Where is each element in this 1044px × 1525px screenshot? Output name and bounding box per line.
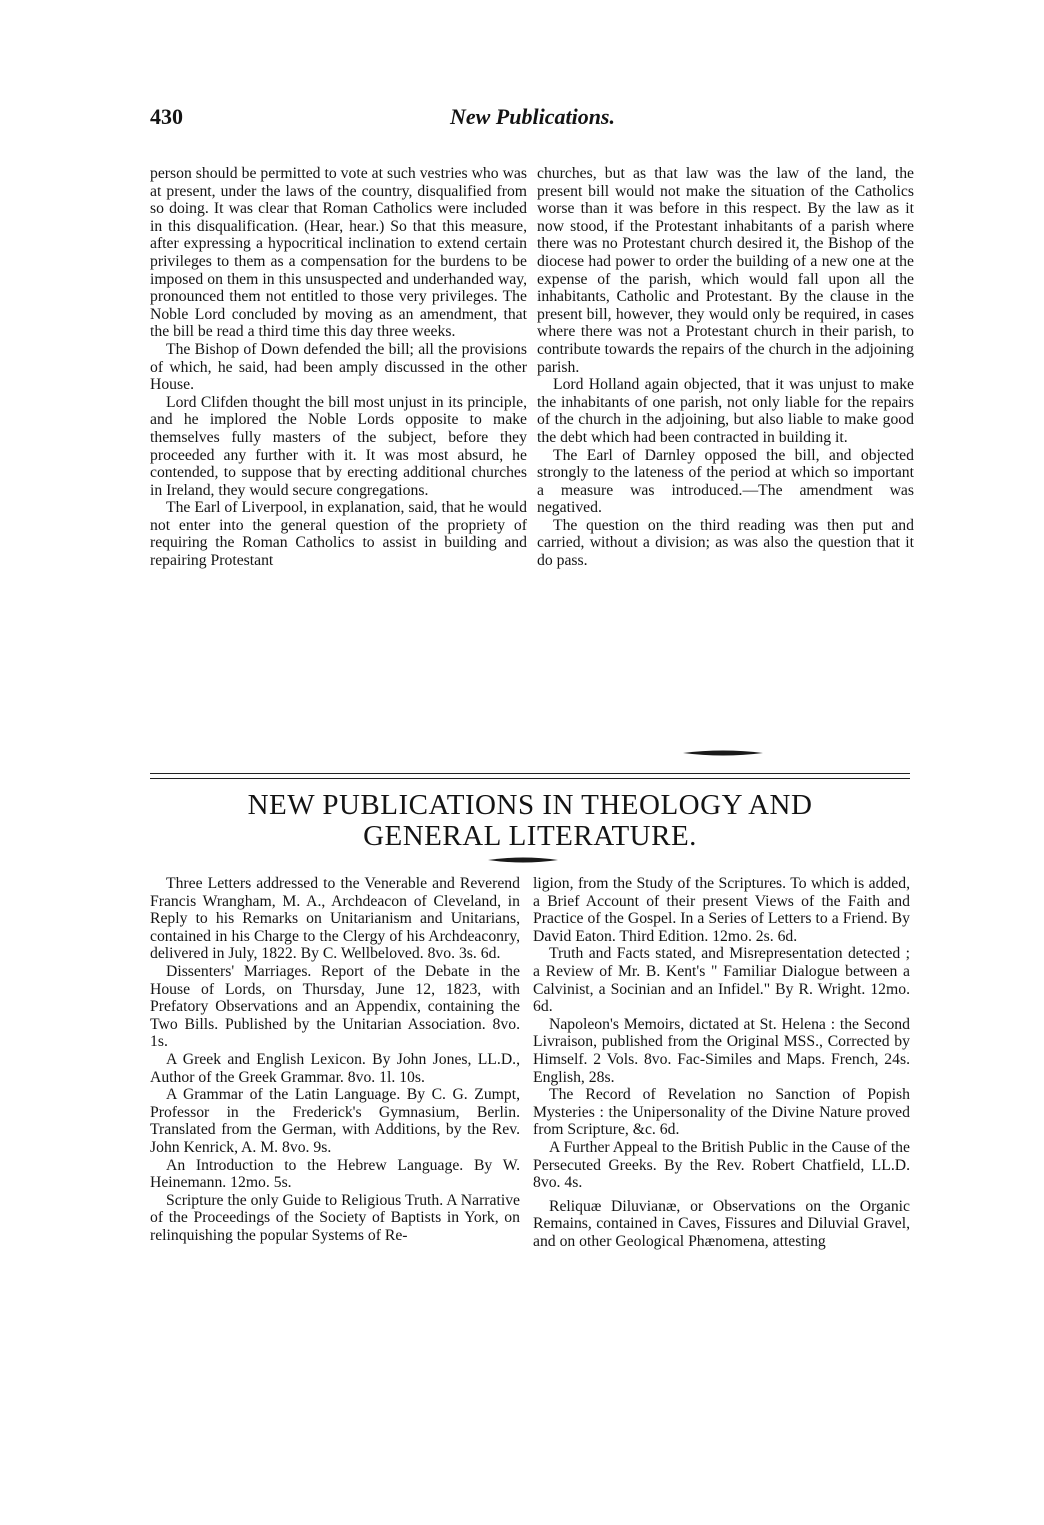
page-header [150,104,915,138]
publication-entry: ligion, from the Study of the Scriptures. To which is added, a Brief Account of their present Views of the Faith and Practice of the Gospel. In a Series of Letters to a Friend. By David Eaton. Third Edition. 12mo. 2s. 6d. [533,875,910,945]
debate-right-column [537,165,914,570]
section-title-line: NEW PUBLICATIONS IN THEOLOGY AND [247,789,813,821]
title-ornament-icon [488,856,558,864]
publication-entry: The Record of Revelation no Sanction of Popish Mysteries : the Unipersonality of the Divine Nature proved from Scripture, &c. 6d. [533,1086,910,1139]
end-ornament-icon [683,749,763,757]
paragraph: The Earl of Darnley opposed the bill, and objected strongly to the lateness of the period at which so important a measure was introduced.—The amendment was negatived. [537,446,914,517]
publication-entry: Napoleon's Memoirs, dictated at St. Helena : the Second Livraison, published from the Original MSS., Corrected by Himself. 2 Vols. 8vo. Fac-Similes and Maps. French, 24s. English, 28s. [533,1015,910,1086]
publication-entry: Truth and Facts stated, and Misrepresentation detected ; a Review of Mr. B. Kent's " Familiar Dialogue between a Calvinist, a Socinian and an Infidel." By R. Wright. 12mo. 6d. [533,945,910,1016]
running-title: New Publications. [449,104,615,129]
paragraph: The Earl of Liverpool, in explanation, said, that he would not enter into the general question of the propriety of requiring the Roman Catholics to assist in building and repairing Protestant [150,499,527,570]
page-number: 430 [150,104,183,129]
publication-entry: Scripture the only Guide to Religious Truth. A Narrative of the Proceedings of the Society of Baptists in York, on relinquishing the popular Systems of Re- [150,1191,520,1244]
publication-entry: An Introduction to the Hebrew Language. By W. Heinemann. 12mo. 5s. [150,1156,520,1192]
paragraph: person should be permitted to vote at such vestries who was at present, under the laws of the country, disqualified from so doing. It was clear that Roman Catholics were included in this disqualification. (Hear, hear.) So that this measure, after expressing a hypocritical inclination to extend certain privileges to them as a compensation for the burdens to be imposed on them in this unsuspected and underhanded way, pronounced them not entitled to those very privileges. The Noble Lord concluded by moving as an amendment, that the bill be read a third time this day three weeks. [150,165,527,341]
paragraph: churches, but as that law was the law of the land, the present bill would not make the situation of the Catholics worse than it was before in this respect. By the law as it now stood, if the Protestant inhabitants of a parish where there was no Protestant church desired it, the Bishop of the diocese had power to order the building of a new one at the expense of the parish, which would fall upon all the inhabitants, Catholic and Protestant. By the clause in the present bill, however, they would only be required, in cases where there was not a Protestant church in their parish, to contribute towards the repairs of the church in the adjoining parish. [537,165,914,376]
paragraph: The question on the third reading was then put and carried, without a division; as was also the question that it do pass. [537,516,914,570]
section-divider [150,773,910,779]
publication-entry: Dissenters' Marriages. Report of the Debate in the House of Lords, on Thursday, June 12, 1823, with Prefatory Observations and an Appendix, containing the Two Bills. Published by the Unitarian Association. 8vo. 1s. [150,962,520,1051]
publication-entry: A Further Appeal to the British Public in the Cause of the Persecuted Greeks. By the Rev. Robert Chatfield, LL.D. 8vo. 4s. [533,1138,910,1192]
publication-entry: Reliquæ Diluvianæ, or Observations on the Organic Remains, contained in Caves, Fissures and Diluvial Gravel, and on other Geological Phænomena, attesting [533,1197,910,1250]
section-title-line: GENERAL LITERATURE. [363,820,697,852]
paragraph: Lord Clifden thought the bill most unjust in its principle, and he implored the Noble Lords opposite to make themselves fully masters of the subject, before they proceeded any further with it. It was most absurd, he contended, to suppose that by erecting additional churches in Ireland, they would secure congregations. [150,393,527,499]
publication-entry: A Grammar of the Latin Language. By C. G. Zumpt, Professor in the Frederick's Gymnasium, Berlin. Translated from the German, with Additions, by the Rev. John Kenrick, A. M. 8vo. 9s. [150,1086,520,1156]
paragraph: Lord Holland again objected, that it was unjust to make the inhabitants of one parish, not only liable for the repairs of the church in the adjoining, but also liable to make good the debt which had been contracted in building it. [537,376,914,446]
section-title [150,790,910,852]
publication-entry: Three Letters addressed to the Venerable and Reverend Francis Wrangham, M. A., Archdeacon of Cleveland, in Reply to his Remarks on Unitarianism and Unitarians, contained in his Charge to the Clergy of his Archdeaconry, delivered in July, 1822. By C. Wellbeloved. 8vo. 3s. 6d. [150,875,520,963]
publication-entry: A Greek and English Lexicon. By John Jones, LL.D., Author of the Greek Grammar. 8vo. 1l. 10s. [150,1050,520,1086]
paragraph: The Bishop of Down defended the bill; all the provisions of which, he said, had been amply discussed in the other House. [150,340,527,394]
publications-left-column [150,875,520,1244]
debate-left-column [150,165,527,570]
publications-right-column [533,875,910,1250]
